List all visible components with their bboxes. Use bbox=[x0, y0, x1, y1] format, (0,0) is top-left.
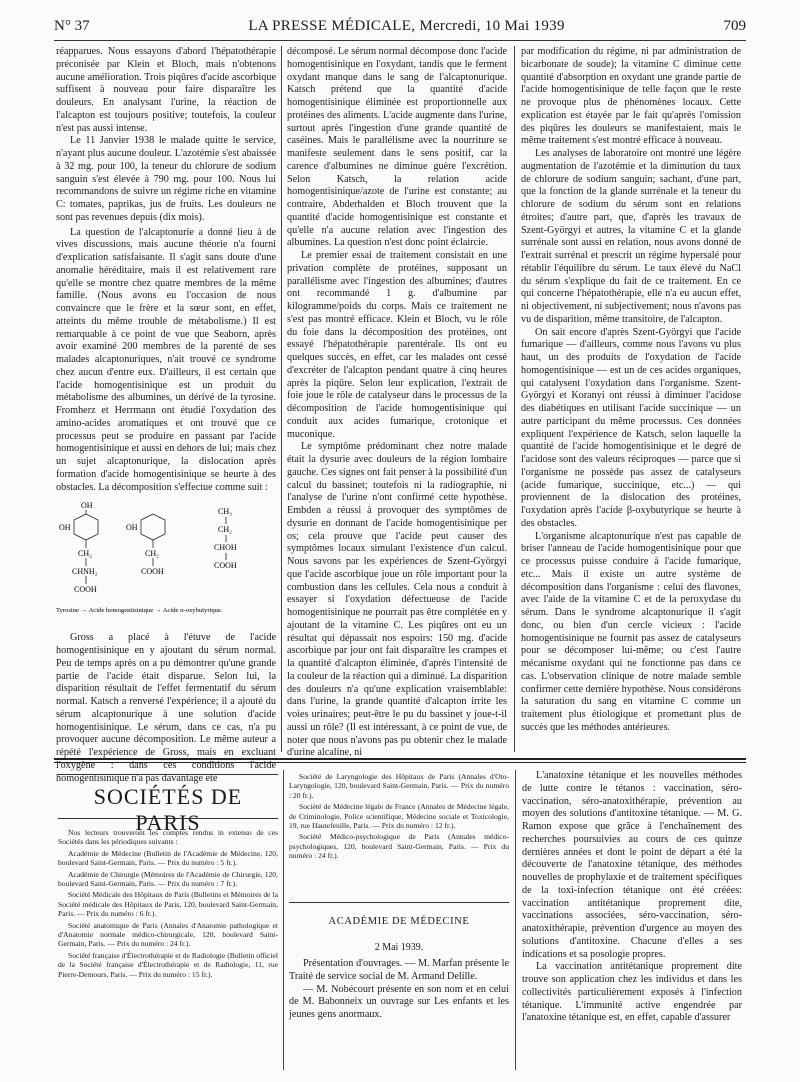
column-divider bbox=[514, 46, 515, 752]
paragraph: Le premier essai de traitement consistait en une privation complète de protéines, supposant un parallélisme avec l'ingestion des albumines; d'autres ont recommandé 1 g. d'albumine par kilogramme/poids du corps. Mais ce traitement ne s'est pas montré efficace. Klein et Bloch, vu le rôle du foie dans la décomposition des protéines, ont essayé l'hépatothérapie parentérale. Ils ont eu quelques succès, en effet, car les malades ont cessé d'excréter de l'alcapton pendant quatre à cinq heures après la piqûre. Selon leur explication, l'extrait de foie joue le rôle de catalyseur dans le processus de la décomposition de l'acide homogentisinique qui conduit aux acides fumarique, crotonique et muconique. bbox=[287, 250, 507, 440]
paragraph: par modification du régime, ni par administration de bicarbonate de soude); la vitamine C diminue cette quantité d'absorption en oxydant une grande partie de l'acide homogentisinique de telle façon que le reste ne provoque plus de phénomènes locaux. Cette explication est étayée par le fait qu'après l'omission des piqûres les douleurs se manifestaient, mais le même traitement s'est montré efficace à nouveau. bbox=[521, 46, 741, 147]
paragraph: Présentation d'ouvrages. — M. Marfan présente le Traité de service social de M. Armand Delille. bbox=[289, 958, 509, 982]
header-rule bbox=[54, 40, 746, 41]
paragraph: Gross a placé à l'étuve de l'acide homogentisinique en y ajoutant du sérum normal. Peu de temps après on a pu démontrer qu'une grande partie de l'acide était disparue. Selon lui, la disparition résultait de l'effet fermentatif du sérum normal. Katsch a renversé l'expérience; il a ajouté du sérum alcaptonurique à une solution d'acide homogentisinique. Le sérum, dans ce cas, n'a pu provoquer aucune décomposition. Le même auteur a répété l'expérience de Gross, mais en excluant l'oxygène : dans ces conditions l'acide homogentisinique n'a pas davantage été bbox=[56, 632, 276, 784]
paragraph: Le 11 Janvier 1938 le malade quitte le service, n'ayant plus aucune douleur. L'azotémie s'est abaissée à 32 mg. pour 100, la teneur du chlorure de sodium sanguin s'est élevée à 790 mg. pour 100. Nous lui recommandons de suivre un régime riche en vitamine C: tomates, paprikas, jus de fruits. Les douleurs ne sont pas revenues depuis (dix mois). bbox=[56, 135, 276, 223]
issue-number: N° 37 bbox=[54, 18, 90, 34]
societe-entry: Société anatomique de Paris (Annales d'Anatomie pathologique et d'Anatomie normale médico-chirurgicale, 120, boulevard Saint-Germain, Paris. — Prix du numéro : 24 fr.). bbox=[58, 920, 278, 949]
formula-m3-choh: CHOH bbox=[214, 543, 237, 553]
societe-entry: Académie de Chirurgie (Mémoires de l'Académie de Chirurgie, 120, boulevard Saint-Germain, Paris. — Prix du numéro : 7 fr.). bbox=[58, 869, 278, 889]
societes-list-2 bbox=[289, 772, 509, 863]
column-3 bbox=[521, 46, 741, 752]
paragraph: On sait encore d'après Szent-Györgyi que l'acide fumarique — d'ailleurs, comme nous l'avons vu plus haut, un des produits de l'oxydation de l'acide homogentisinique — est un de ces acides organiques, qui catalysent l'oxydation dans l'organisme. Szent-Györgyi et Koranyi ont réussi à diminuer l'acidose des diabétiques en utilisant l'acide succinique — un autre participant du même processus. Ces données expliquent l'expérience de Katsch, selon laquelle la quantité de l'acide homogentisinique et le degré de l'acidose sont des valeurs réciproques — parce que si l'organisme ne possède pas assez de catalyseurs (acide fumarique, succinique, etc...) — qui proviennent de la dislocation des protéines, l'oxydation après l'acide β-oxybutyrique se heurte à des obstacles. bbox=[521, 326, 741, 529]
paragraph: Les analyses de laboratoire ont montré une légère augmentation de l'azotémie et la diminution du taux de chlorure de sodium sanguin; sachant, d'une part, que la fonction de la glande surrénale et la teneur du chlorure de sodium du sérum sont en relations étroites; d'autre part, que, d'après les travaux de Szent-Györgyi et autres, la vitamine C et la glande surrénale sont aussi en relation, nous avons donné de l'extrait surrénal et prescrit un régime hypersalé pour rétablir l'équilibre du sérum. Le taux élevé du NaCl du sérum s'explique du fait de ce traitement. En ce qui concerne l'hépatothérapie, elle n'a eu aucun effet, ni objectivement, ni subjectivement; nous n'avons pas vu de disparition, même transitoire, de l'alcapton. bbox=[521, 148, 741, 325]
section-rule bbox=[54, 762, 746, 763]
societe-entry: Société de Médecine légale de France (Annales de Médecine légale, de Criminologie, Police scientifique, Médecine sociale et Toxicologie, 19, rue Hautefeuille, Paris. — Prix du numéro : 12 fr.). bbox=[289, 802, 509, 831]
column-divider bbox=[515, 770, 516, 1070]
formula-m2-ch2: CH₂ bbox=[145, 549, 159, 559]
academie-date: 2 Mai 1939. bbox=[374, 942, 424, 953]
formula-m1-chnh2: CHNH₂ bbox=[72, 567, 98, 577]
societe-entry: Société de Laryngologie des Hôpitaux de Paris (Annales d'Oto-Laryngologie, 120, boulevard Saint-Germain, Paris. — Prix du numéro : 20 fr.). bbox=[289, 772, 509, 800]
societes-title: SOCIÉTÉS DE PARIS bbox=[93, 784, 243, 835]
paragraph: décomposé. Le sérum normal décompose donc l'acide homogentisinique en l'oxydant, tandis que le ferment oxydant manque dans le sang de l'alcaptonurique. Katsch prétend que la quantité d'acide homogentisinique éliminée est proportionnelle aux protéines des aliments. L'acide augmente dans l'urine, surtout après l'ingestion d'une grande quantité de caséines. Mais le parallélisme avec la nourriture se manifeste seulement dans le sens positif, car la carence d'albumines ne diminue guère l'excrétion. Selon Katsch, la relation acide homogentisinique/azote de l'urine est constante; au contraire, Abderhalden et Bloch trouvent que la quantité d'acide homogentisinique est constante et qu'elle n'a aucune relation avec l'ingestion des albumines. La question n'est donc point éclaircie. bbox=[287, 46, 507, 249]
societes-list bbox=[58, 828, 278, 981]
right-article bbox=[522, 770, 742, 1078]
paragraph: réapparues. Nous essayons d'abord l'hépatothérapie préconisée par Klein et Bloch, mais n'obtenons aucune amélioration. Trois piqûres d'acide ascorbique suffisent à nouveau pour faire disparaître les douleurs. En analysant l'urine, la réaction de l'alcapton est toujours positive; toutefois, la couleur n'est pas aussi intense. bbox=[56, 46, 276, 134]
journal-title: LA PRESSE MÉDICALE, Mercredi, 10 Mai 1939 bbox=[248, 18, 565, 34]
formula-caption: Tyrosine → Acide homogentisinique → Acide α-oxybutyrique. bbox=[56, 607, 223, 615]
paragraph: Le symptôme prédominant chez notre malade était la dysurie avec douleurs de la région lombaire gauche. Ces signes ont fait penser à la possibilité d'un calcul du bassinet; toutefois ni la radiographie, ni l'analyse de l'urine n'ont confirmé cette hypothèse. Embden a réussi à provoquer des symptômes de dysurie en donnant de l'acide homogentisinique per os; cela prouve que l'acide peut causer des symptômes locaux simulant l'existence d'un calcul. Nous savons par les expériences de Szent-Györgyi que l'acide ascorbique joue un rôle important pour la combustion dans les cellules. Cela nous a conduit à essayer si l'oxydation défectueuse de l'acide homogentisinique ne pourrait pas être complétée en y ajoutant de la vitamine C. Les piqûres ont eu un résultat qui dépassait nos espoirs: 150 mg. d'acide ascorbique par jour ont fait disparaître les crampes et la quantité d'alcapton éliminée, d'après l'intensité de la couleur de la réaction qui a diminué. La disparition des douleurs n'a qu'une explication vraisemblable: dans l'urine, la grande quantité d'alcapton irrite les voies urinaires; peut-être le pu du bassinet y joue-t-il aussi un rôle? (Il est intéressant, à ce point de vue, de noter que nous n'avons pas pu obtenir chez le malade d'urine alcaline, ni bbox=[287, 441, 507, 759]
box-rule-top bbox=[58, 774, 278, 775]
formula-m1-ch2: CH₂ bbox=[78, 549, 92, 559]
formula-m1-cooh: COOH bbox=[74, 585, 97, 595]
academie-body bbox=[289, 958, 509, 1022]
societe-entry: Société Médico-psychologique de Paris (Annales médico-psychologiques, 120, boulevard Saint-Germain, Paris. — Prix du numéro : 24 fr.). bbox=[289, 832, 509, 861]
benzene-ring-1 bbox=[74, 514, 98, 540]
formula-m3-ch3: CH₃ bbox=[218, 507, 232, 517]
paragraph: La vaccination antitétanique proprement dite trouve son application chez les individus et dans les collectivités particulièrement exposés à l'infection tétanique. L'immunité active engendrée par l'anatoxine tétanique est, en effet, capable d'assurer bbox=[522, 961, 742, 1024]
section-rule bbox=[54, 758, 746, 760]
academie-rule bbox=[289, 902, 509, 903]
paragraph: La question de l'alcaptonurie a donné lieu à de vives discussions, mais aucune théorie n'a fourni d'explication satisfaisante. Il s'agit sans doute d'une anomalie héréditaire, mais il est relativement rare qu'elle se montre chez quatre membres de la même famille. (Nous avons eu l'occasion de nous convaincre que le frère et la sœur sont, en effet, atteints du même trouble de métabolisme.) Il est remarquable à ce point de vue que Seaborn, après avoir examiné 200 membres de la parenté de ses malades alcaptonuriques, n'ait trouvé ce syndrome chez aucun d'entre eux. D'ailleurs, il est certain que l'acide homogentisinique est un produit du métabolisme des albumines, un dérivé de la tyrosine. Fromherz et Herrmann ont étudié l'oxydation des amino-acides aromatiques et ont trouvé que ce processus peut se produire en passant par l'acide homogentisinique et aussi en dehors de lui; mais chez un sujet alcaptonurique, la dislocation après formation d'acide homogentisinique se heurte à des obstacles. La décomposition s'effectue comme suit : bbox=[56, 226, 276, 493]
formula-m3-ch2: CH₂ bbox=[218, 525, 232, 535]
column-1 bbox=[56, 46, 276, 784]
chemical-formula bbox=[56, 500, 276, 628]
academie-title: ACADÉMIE DE MÉDECINE bbox=[328, 916, 470, 927]
societes-intro: Nos lecteurs trouveront les comptes rendus in extenso de ces Sociétés dans les périodiques suivants : bbox=[58, 828, 278, 847]
paragraph: L'organisme alcaptonurique n'est pas capable de briser l'anneau de l'acide homogentisinique pour que ce processus puisse conduire à l'acide fumarique, etc... Mais il existe un autre système de décomposition dans l'organisme : celui des flavones, avec l'aide de la vitamine C et de la peroxydase du sérum. Dans le syndrome alcaptonurique il s'agit donc, ou bien d'un cercle vicieux : l'acide homogentisinique ne fournit pas assez de catalyseurs pour se décomposer lui-même; ou c'est l'autre mécanisme oxydant qui ne fonctionne pas dans ce cas. L'observation clinique de notre malade semble confirmer cette dernière hypothèse. Nous considérons la saturation du sang en vitamine C comme un traitement plus étiologique et promettant plus de succès que les méthodes antérieures. bbox=[521, 530, 741, 733]
societe-entry: Société Médicale des Hôpitaux de Paris (Bulletins et Mémoires de la Société médicale des Hôpitaux de Paris, 120, boulevard Saint-Germain, Paris. — Prix du numéro : 6 fr.). bbox=[58, 890, 278, 919]
column-divider bbox=[281, 46, 282, 752]
societe-entry: Société française d'Électrothérapie et de Radiologie (Bulletin officiel de la Société française d'Électrothérapie et de Radiologie, 11, rue Pierre-Demours, Paris. — Prix du numéro : 15 fr.). bbox=[58, 950, 278, 979]
running-head bbox=[54, 18, 746, 38]
column-divider bbox=[283, 770, 284, 1070]
paragraph: — M. Nobécourt présente en son nom et en celui de M. Babonneix un ouvrage sur Les enfants et les jeunes gens anormaux. bbox=[289, 983, 509, 1020]
societe-entry: Académie de Médecine (Bulletin de l'Académie de Médecine, 120, boulevard Saint-Germain, Paris. — Prix du numéro : 5 fr.). bbox=[58, 848, 278, 868]
paragraph: L'anatoxine tétanique et les nouvelles méthodes de lutte contre le tétanos : vaccination, séro-vaccination, séro-anatoxithérapie, prévention au moyen des solutions d'antitoxine tétanique. — M. G. Ramon expose que grâce à l'enchaînement des recherches poursuivies au cours de ces quinze dernières années et dont le point de départ a été la découverte de l'anatoxine tétanique, des méthodes nouvelles de prophylaxie et de traitement spécifiques de la toxi-infection tétanique ont été créées: vaccination antitétanique proprement dite, vaccinations associées, séro-vaccination, séro-anatoxithérapie, prévention d'urgence au moyen des solutions d'antitoxine. Chacune d'elles a ses indications et sa posologie propres. bbox=[522, 770, 742, 960]
formula-m1-top: OH bbox=[81, 501, 93, 511]
benzene-ring-2 bbox=[141, 514, 165, 540]
box-rule-bottom bbox=[58, 818, 278, 819]
column-2 bbox=[287, 46, 507, 759]
formula-m2-cooh: COOH bbox=[141, 567, 164, 577]
formula-m1-left: OH bbox=[59, 523, 71, 533]
formula-m2-left: OH bbox=[126, 523, 138, 533]
page-number: 709 bbox=[723, 18, 746, 34]
formula-m3-cooh: COOH bbox=[214, 561, 237, 571]
